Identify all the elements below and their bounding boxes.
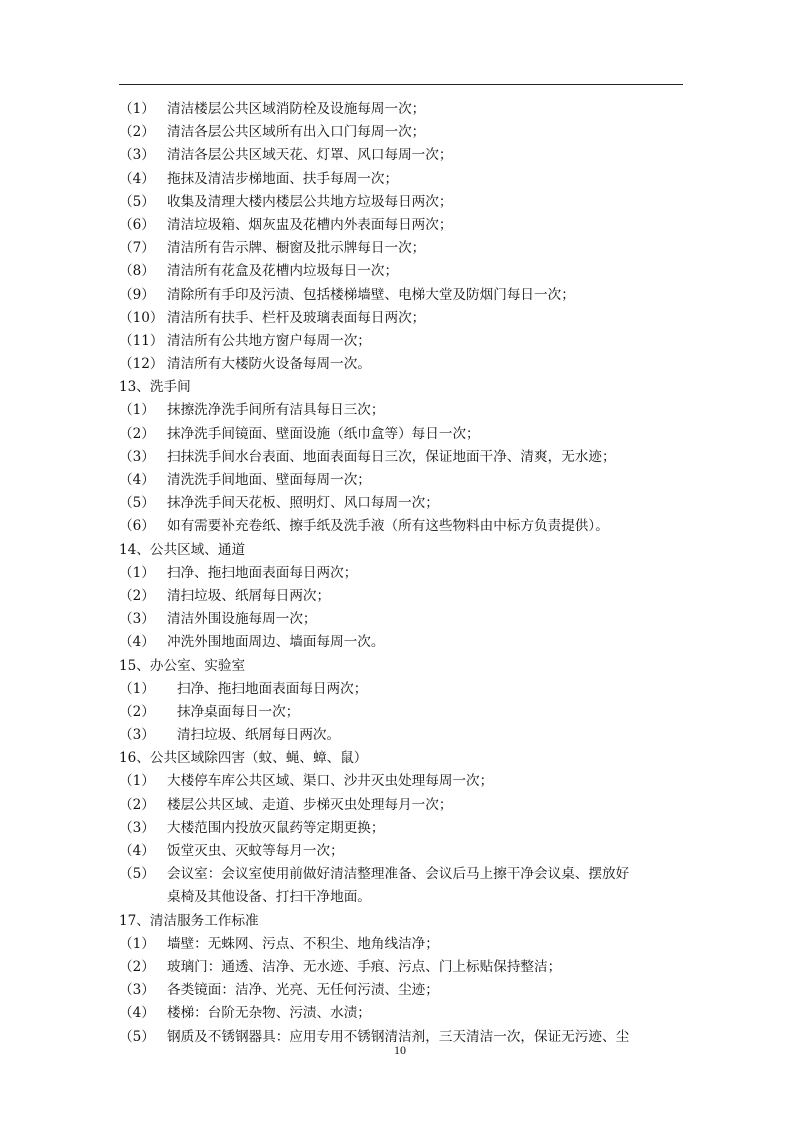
list-item-text: 玻璃门：通透、洁净、无水迹、手痕、污点、门上标贴保持整洁； bbox=[167, 958, 562, 975]
list-item-number: （6） bbox=[119, 216, 155, 233]
list-item-text: 抹净洗手间天花板、照明灯、风口每周一次； bbox=[167, 495, 439, 512]
list-item-number: （1） bbox=[119, 402, 155, 419]
list-item-text: 清洁所有公共地方窗户每周一次； bbox=[167, 332, 371, 349]
list-item-number: （5） bbox=[119, 1028, 155, 1045]
list-item bbox=[119, 608, 689, 631]
list-item-text: 清洁外围设施每周一次； bbox=[167, 611, 317, 628]
list-item bbox=[119, 794, 689, 817]
section-heading: 16、公共区域除四害（蚊、蝇、蟑、鼠） bbox=[119, 750, 368, 767]
list-item bbox=[119, 330, 689, 353]
list-item-text: 扫净、拖扫地面表面每日两次； bbox=[167, 564, 358, 581]
list-item bbox=[119, 631, 689, 654]
list-item-number: （4） bbox=[119, 634, 155, 651]
list-item-text: 抹净洗手间镜面、壁面设施（纸巾盒等）每日一次； bbox=[167, 425, 480, 442]
list-item-number: （3） bbox=[119, 147, 155, 164]
list-item-number: （7） bbox=[119, 240, 155, 257]
list-item bbox=[119, 191, 689, 214]
list-item bbox=[119, 678, 689, 701]
list-item bbox=[119, 307, 689, 330]
list-item-text: 清洁各层公共区域天花、灯罩、风口每周一次； bbox=[167, 147, 453, 164]
list-item bbox=[119, 840, 689, 863]
list-item bbox=[119, 446, 689, 469]
list-item-number: （3） bbox=[119, 727, 155, 744]
list-item-text: 墙壁：无蛛网、污点、不积尘、地角线洁净； bbox=[167, 935, 439, 952]
list-item bbox=[119, 399, 689, 422]
list-item-number: （3） bbox=[119, 448, 155, 465]
list-item-number: （2） bbox=[119, 425, 155, 442]
list-item-text: 抹净桌面每日一次； bbox=[177, 703, 300, 720]
list-item-number: （4） bbox=[119, 843, 155, 859]
list-item-number: （8） bbox=[119, 263, 155, 280]
list-item-text: 冲洗外围地面周边、墙面每周一次。 bbox=[167, 634, 385, 651]
list-item bbox=[119, 979, 689, 1002]
list-item bbox=[119, 585, 689, 608]
list-item bbox=[119, 168, 689, 191]
list-item bbox=[119, 284, 689, 307]
list-item bbox=[119, 237, 689, 260]
list-item-number: （4） bbox=[119, 1005, 155, 1022]
section-heading: 13、洗手间 bbox=[119, 379, 191, 396]
list-item bbox=[119, 121, 689, 144]
list-item-number: （2） bbox=[119, 703, 155, 720]
list-item bbox=[119, 515, 689, 538]
list-item-number: （5） bbox=[119, 193, 155, 210]
list-item-number: （6） bbox=[119, 518, 155, 535]
list-item bbox=[119, 701, 689, 724]
section-heading: 15、办公室、实验室 bbox=[119, 657, 246, 674]
list-item bbox=[119, 562, 689, 585]
list-item-text: 拖抹及清洁步梯地面、扶手每周一次； bbox=[167, 170, 399, 187]
section-heading: 14、公共区域、通道 bbox=[119, 541, 246, 558]
list-item-text: 楼梯：台阶无杂物、污渍、水渍； bbox=[167, 1005, 371, 1022]
list-item-text: 清除所有手印及污渍、包括楼梯墙壁、电梯大堂及防烟门每日一次； bbox=[167, 286, 575, 303]
list-item-text: 大楼停车库公共区域、渠口、沙井灭虫处理每周一次； bbox=[167, 773, 494, 790]
section-heading: 17、清洁服务工作标准 bbox=[119, 912, 259, 929]
list-item-number: （10） bbox=[119, 309, 164, 326]
list-item-number: （1） bbox=[119, 680, 155, 697]
list-item-text: 清洁所有大楼防火设备每周一次。 bbox=[167, 356, 371, 373]
list-item bbox=[119, 492, 689, 515]
list-item-number: （9） bbox=[119, 286, 155, 303]
list-item-number: （2） bbox=[119, 587, 155, 604]
list-item bbox=[119, 144, 689, 167]
list-item-number: （11） bbox=[119, 332, 164, 349]
list-item bbox=[119, 863, 689, 886]
list-item bbox=[119, 260, 689, 283]
list-item-number: （3） bbox=[119, 611, 155, 628]
list-item-text: 清扫垃圾、纸屑每日两次； bbox=[167, 587, 331, 604]
list-item bbox=[119, 98, 689, 121]
list-item bbox=[119, 817, 689, 840]
list-item-number: （1） bbox=[119, 101, 155, 117]
list-item bbox=[119, 770, 689, 793]
list-item-text: 会议室：会议室使用前做好清洁整理准备、会议后马上擦干净会议桌、摆放好 bbox=[167, 866, 630, 883]
list-item-text: 清洁垃圾箱、烟灰盅及花槽内外表面每日两次； bbox=[167, 216, 453, 233]
list-item-number: （2） bbox=[119, 796, 155, 813]
list-item bbox=[119, 956, 689, 979]
list-item-continuation: 桌椅及其他设备、打扫干净地面。 bbox=[167, 889, 371, 906]
list-item-number: （4） bbox=[119, 472, 155, 488]
list-item bbox=[119, 423, 689, 446]
list-item-text: 扫抹洗手间水台表面、地面表面每日三次，保证地面干净、清爽，无水迹； bbox=[167, 448, 616, 465]
list-item-text: 清扫垃圾、纸屑每日两次。 bbox=[177, 727, 341, 744]
list-item-number: （3） bbox=[119, 819, 155, 836]
list-item bbox=[119, 933, 689, 956]
header-rule bbox=[119, 84, 683, 85]
list-item-text: 抹擦洗净洗手间所有洁具每日三次； bbox=[167, 402, 385, 419]
list-item-number: （1） bbox=[119, 564, 155, 581]
list-item-text: 饭堂灭虫、灭蚊等每月一次； bbox=[167, 843, 344, 859]
list-item-number: （2） bbox=[119, 958, 155, 975]
list-item-text: 楼层公共区域、走道、步梯灭虫处理每月一次； bbox=[167, 796, 453, 813]
list-item bbox=[119, 214, 689, 237]
list-item bbox=[119, 1002, 689, 1025]
list-item-number: （1） bbox=[119, 935, 155, 952]
list-item-number: （5） bbox=[119, 495, 155, 512]
list-item-text: 各类镜面：洁净、光亮、无任何污渍、尘迹； bbox=[167, 982, 439, 999]
document-body bbox=[119, 98, 689, 1049]
list-item-text: 清洁所有花盒及花槽内垃圾每日一次； bbox=[167, 263, 399, 280]
list-item-number: （3） bbox=[119, 982, 155, 999]
list-item-number: （4） bbox=[119, 170, 155, 187]
list-item bbox=[119, 469, 689, 492]
list-item-text: 如有需要补充卷纸、擦手纸及洗手液（所有这些物料由中标方负责提供）。 bbox=[167, 518, 609, 535]
list-item bbox=[119, 353, 689, 376]
list-item-text: 扫净、拖扫地面表面每日两次； bbox=[177, 680, 368, 697]
list-item-text: 清洗洗手间地面、壁面每周一次； bbox=[167, 472, 371, 488]
list-item-text: 大楼范围内投放灭鼠药等定期更换； bbox=[167, 819, 385, 836]
list-item-text: 清洁所有告示牌、橱窗及批示牌每日一次； bbox=[167, 240, 426, 257]
list-item-number: （5） bbox=[119, 866, 155, 883]
list-item-text: 清洁各层公共区域所有出入口门每周一次； bbox=[167, 124, 426, 141]
list-item-number: （12） bbox=[119, 356, 164, 373]
list-item-text: 收集及清理大楼内楼层公共地方垃圾每日两次； bbox=[167, 193, 453, 210]
list-item-text: 钢质及不锈钢器具：应用专用不锈钢清洁剂，三天清洁一次，保证无污迹、尘 bbox=[167, 1028, 630, 1045]
list-item bbox=[119, 724, 689, 747]
list-item-text: 清洁所有扶手、栏杆及玻璃表面每日两次； bbox=[167, 309, 426, 326]
list-item-number: （1） bbox=[119, 773, 155, 790]
list-item-number: （2） bbox=[119, 124, 155, 141]
page-number: 10 bbox=[394, 1043, 406, 1057]
list-item-text: 清洁楼层公共区域消防栓及设施每周一次； bbox=[167, 101, 426, 117]
